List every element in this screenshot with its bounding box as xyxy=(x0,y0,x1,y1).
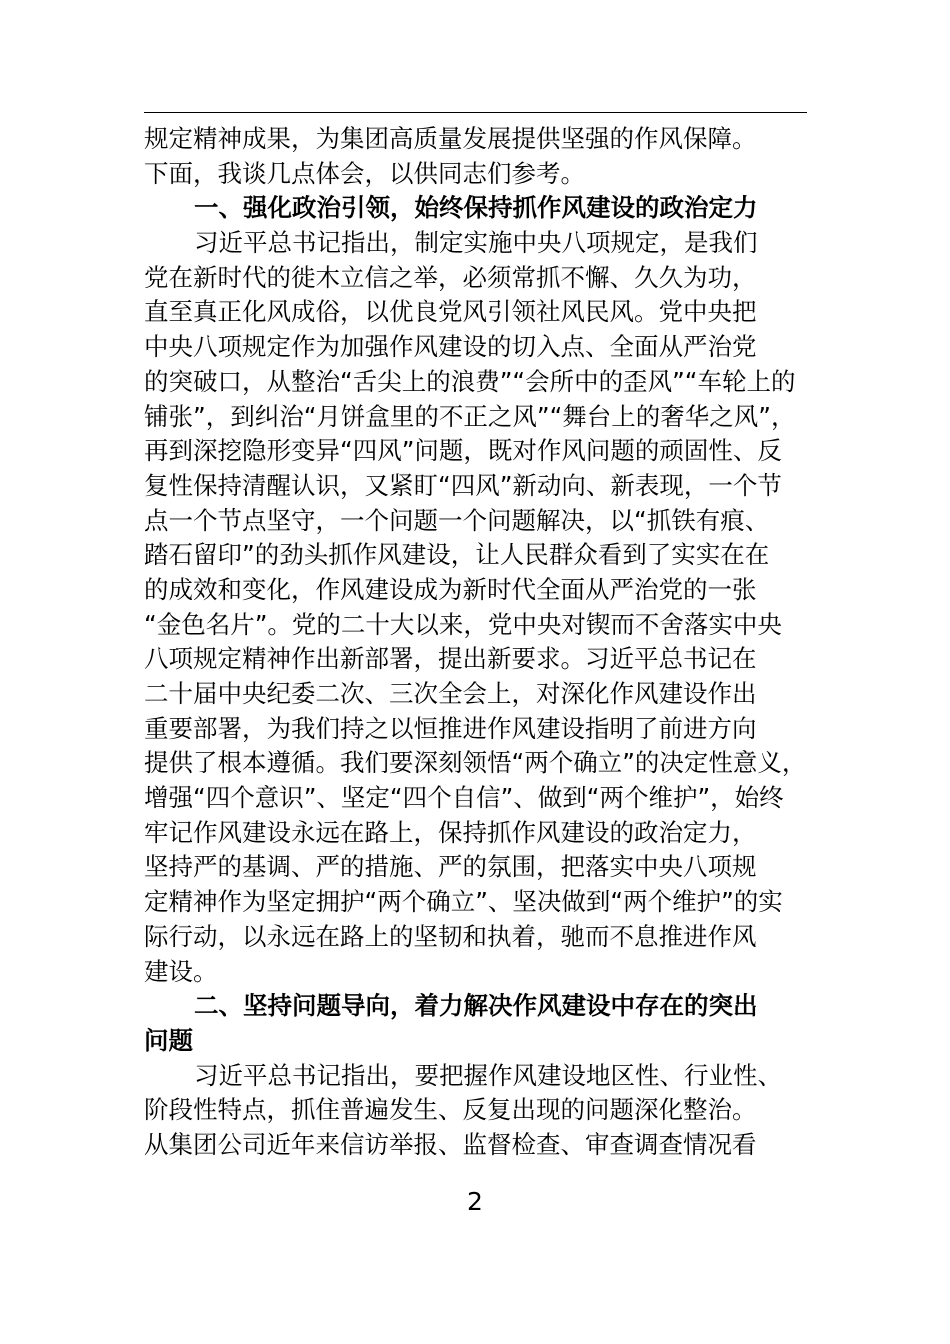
paragraph-line: 二十届中央纪委二次、三次全会上，对深化作风建设作出 xyxy=(144,679,757,708)
section-heading-line: 一、强化政治引领，始终保持抓作风建设的政治定力 xyxy=(194,193,758,223)
paragraph-line: 的成效和变化，作风建设成为新时代全面从严治党的一张 xyxy=(144,574,757,604)
section-heading-line: 问题 xyxy=(144,1025,193,1055)
paragraph-line: 踏石留印”的劲头抓作风建设，让人民群众看到了实实在在 xyxy=(144,540,770,570)
paragraph-line: 习近平总书记指出，制定实施中央八项规定，是我们 xyxy=(194,228,758,258)
paragraph-line: 习近平总书记指出，要把握作风建设地区性、行业性、 xyxy=(194,1060,782,1090)
paragraph-line: 直至真正化风成俗，以优良党风引领社风民风。党中央把 xyxy=(144,297,757,327)
paragraph-line: 的突破口，从整治“舌尖上的浪费”“会所中的歪风”“车轮上的 xyxy=(144,366,796,396)
paragraph-line: 党在新时代的徙木立信之举，必须常抓不懈、久久为功， xyxy=(144,262,757,292)
paragraph-line: 牢记作风建设永远在路上，保持抓作风建设的政治定力， xyxy=(144,817,757,847)
paragraph-line: 从集团公司近年来信访举报、监督检查、审查调查情况看 xyxy=(144,1129,757,1159)
paragraph-line: 下面，我谈几点体会，以供同志们参考。 xyxy=(144,158,585,188)
paragraph-line: “金色名片”。党的二十大以来，党中央对锲而不舍落实中央 xyxy=(144,609,782,639)
header-rule xyxy=(144,112,807,113)
paragraph-line: 增强“四个意识”、坚定“四个自信”、做到“两个维护”，始终 xyxy=(144,783,784,813)
paragraph-line: 阶段性特点，抓住普遍发生、反复出现的问题深化整治。 xyxy=(144,1095,757,1125)
paragraph-line: 再到深挖隐形变异“四风”问题，既对作风问题的顽固性、反 xyxy=(144,436,782,466)
paragraph-line: 际行动，以永远在路上的坚韧和执着，驰而不息推进作风 xyxy=(144,921,757,951)
paragraph-line: 定精神作为坚定拥护“两个确立”、坚决做到“两个维护”的实 xyxy=(144,887,783,917)
paragraph-line: 坚持严的基调、严的措施、严的氛围，把落实中央八项规 xyxy=(144,852,757,882)
paragraph-line: 规定精神成果，为集团高质量发展提供坚强的作风保障。 xyxy=(144,124,757,153)
paragraph-line: 提供了根本遵循。我们要深刻领悟“两个确立”的决定性意义， xyxy=(144,748,807,778)
paragraph-line: 铺张”，到纠治“月饼盒里的不正之风”“舞台上的奢华之风”， xyxy=(144,401,796,431)
document-body xyxy=(144,122,808,1163)
paragraph-line: 点一个节点坚守，一个问题一个问题解决，以“抓铁有痕、 xyxy=(144,505,770,535)
paragraph-line: 重要部署，为我们持之以恒推进作风建设指明了前进方向 xyxy=(144,713,757,743)
section-heading-line: 二、坚持问题导向，着力解决作风建设中存在的突出 xyxy=(194,991,758,1021)
paragraph-line: 复性保持清醒认识，又紧盯“四风”新动向、新表现，一个节 xyxy=(144,470,782,500)
paragraph-line: 八项规定精神作出新部署，提出新要求。习近平总书记在 xyxy=(144,644,757,674)
page-number: 2 xyxy=(467,1187,483,1216)
paragraph-line: 中央八项规定作为加强作风建设的切入点、全面从严治党 xyxy=(144,332,757,362)
paragraph-line: 建设。 xyxy=(144,956,218,986)
